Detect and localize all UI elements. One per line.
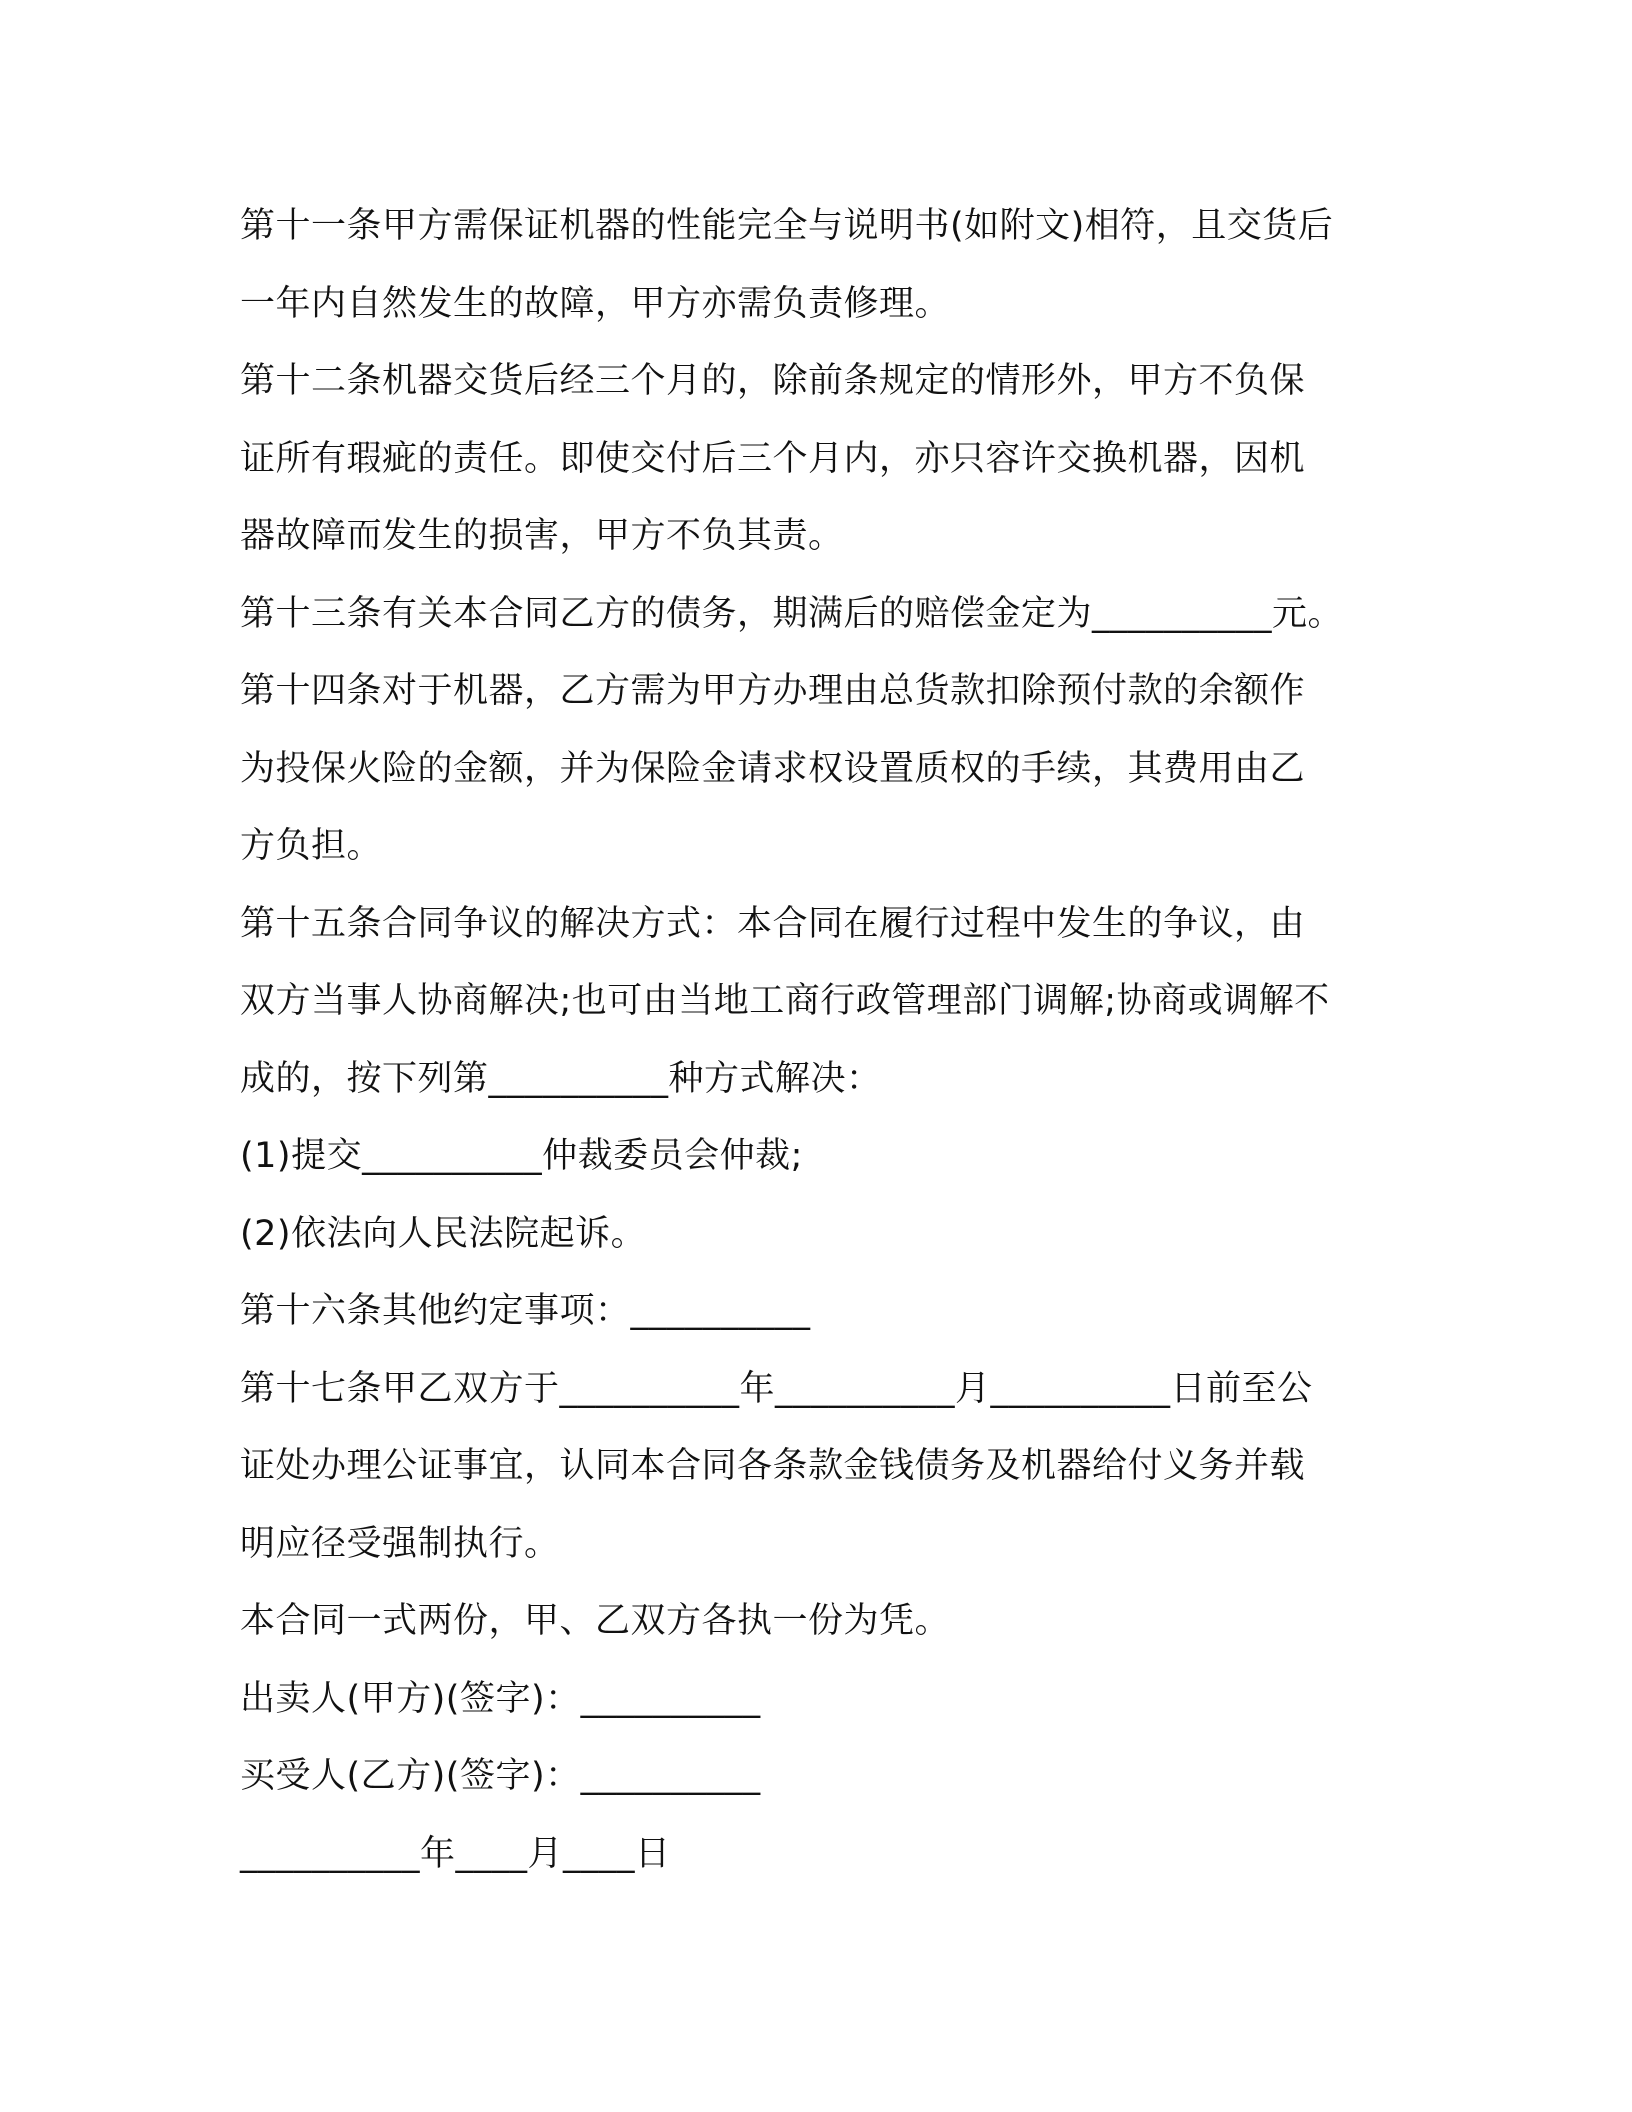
- clause-14-line-3: 方负担。: [240, 826, 383, 866]
- buyer-signature-line: 买受人(乙方)(签字)：__________: [240, 1756, 761, 1796]
- clause-16-line-1: 第十六条其他约定事项：__________: [240, 1291, 811, 1331]
- clause-15-option-1: (1)提交__________仲裁委员会仲裁;: [240, 1136, 803, 1176]
- clause-15-option-2: (2)依法向人民法院起诉。: [240, 1213, 647, 1254]
- clause-11-line-1: 第十一条甲方需保证机器的性能完全与说明书(如附文)相符，且交货后: [240, 206, 1334, 246]
- contract-body: [240, 188, 1400, 1893]
- clause-15-line-3: 成的，按下列第__________种方式解决：: [240, 1058, 882, 1099]
- clause-17-line-2: 证处办理公证事宜，认同本合同各条款金钱债务及机器给付义务并载: [240, 1446, 1306, 1486]
- seller-signature-line: 出卖人(甲方)(签字)：__________: [240, 1678, 761, 1719]
- clause-14-line-2: 为投保火险的金额，并为保险金请求权设置质权的手续，其费用由乙: [240, 748, 1306, 789]
- clause-14-line-1: 第十四条对于机器，乙方需为甲方办理由总货款扣除预付款的余额作: [240, 671, 1306, 711]
- clause-17-line-1: 第十七条甲乙双方于__________年__________月__________日前至公: [240, 1368, 1313, 1409]
- clause-13-line-1: 第十三条有关本合同乙方的债务，期满后的赔偿金定为__________元。: [240, 593, 1344, 634]
- clause-17-line-3: 明应径受强制执行。: [240, 1523, 560, 1564]
- date-line: __________年____月____日: [240, 1833, 671, 1874]
- clause-12-line-1: 第十二条机器交货后经三个月的，除前条规定的情形外，甲方不负保: [240, 361, 1306, 401]
- clause-12-line-3: 器故障而发生的损害，甲方不负其责。: [240, 516, 844, 556]
- clause-15-line-1: 第十五条合同争议的解决方式：本合同在履行过程中发生的争议，由: [240, 903, 1306, 944]
- clause-11-line-2: 一年内自然发生的故障，甲方亦需负责修理。: [240, 283, 951, 324]
- clause-15-line-2: 双方当事人协商解决;也可由当地工商行政管理部门调解;协商或调解不: [240, 981, 1330, 1021]
- copies-statement: 本合同一式两份，甲、乙双方各执一份为凭。: [240, 1601, 951, 1641]
- clause-12-line-2: 证所有瑕疵的责任。即使交付后三个月内，亦只容许交换机器，因机: [240, 438, 1306, 479]
